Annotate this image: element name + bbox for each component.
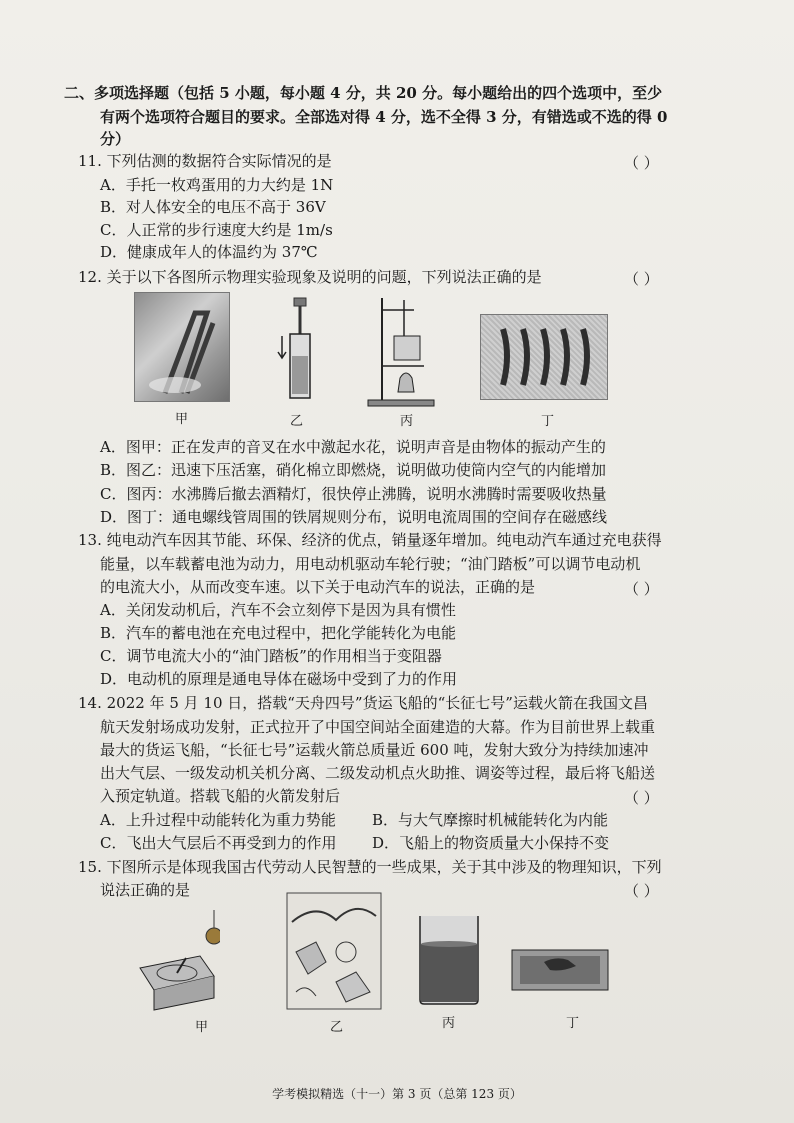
section-header-line3: 分） — [100, 130, 131, 148]
q13-option-b: B．汽车的蓄电池在充电过程中，把化学能转化为电能 — [100, 624, 457, 642]
q12-option-a: A．图甲：正在发声的音叉在水中激起水花，说明声音是由物体的振动产生的 — [100, 438, 606, 456]
q14-answer-paren: （ ） — [624, 789, 659, 807]
q11-stem: 11. 下列估测的数据符合实际情况的是 — [78, 152, 332, 170]
q15-figure-jia-sundial — [130, 906, 220, 1012]
q15-figure-bing-beaker — [414, 912, 484, 1006]
q12-option-b: B．图乙：迅速下压活塞，硝化棉立即燃烧，说明做功使筒内空气的内能增加 — [100, 461, 607, 479]
q11-option-b: B．对人体安全的电压不高于 36V — [100, 198, 326, 216]
q11-option-c: C．人正常的步行速度大约是 1m/s — [100, 221, 333, 239]
q15-caption-ding: 丁 — [566, 1016, 580, 1031]
q11-option-a: A．手托一枚鸡蛋用的力大约是 1N — [100, 176, 334, 194]
page-footer: 学考模拟精选（十一）第 3 页（总第 123 页） — [272, 1087, 522, 1101]
q14-option-d: D．飞船上的物资质量大小保持不变 — [372, 834, 610, 852]
q12-caption-yi: 乙 — [290, 414, 304, 429]
q15-caption-jia: 甲 — [195, 1020, 209, 1035]
q14-stem-line3: 最大的货运飞船，“长征七号”运载火箭总质量近 600 吨，发射大致分为持续加速冲 — [100, 741, 649, 759]
q12-option-c: C．图丙：水沸腾后撤去酒精灯，很快停止沸腾，说明水沸腾时需要吸收热量 — [100, 485, 607, 503]
q15-stem-line1: 15. 下图所示是体现我国古代劳动人民智慧的一些成果，关于其中涉及的物理知识，下列 — [78, 858, 662, 876]
q13-stem-line1: 13. 纯电动汽车因其节能、环保、经济的优点，销量逐年增加。纯电动汽车通过充电获得 — [78, 531, 662, 549]
q12-figure-ding-solenoid-photo — [480, 314, 608, 400]
q14-option-c: C．飞出大气层后不再受到力的作用 — [100, 834, 337, 852]
q14-option-a: A．上升过程中动能转化为重力势能 — [100, 811, 336, 829]
q12-caption-ding: 丁 — [541, 414, 555, 429]
q12-figure-jia-tuning-fork-photo — [134, 292, 230, 402]
q13-option-a: A．关闭发动机后，汽车不会立刻停下是因为具有惯性 — [100, 601, 456, 619]
q12-caption-jia: 甲 — [175, 412, 189, 427]
q13-option-c: C．调节电流大小的“油门踏板”的作用相当于变阻器 — [100, 647, 442, 665]
q12-option-d: D．图丁：通电螺线管周围的铁屑规则分布，说明电流周围的空间存在磁感线 — [100, 508, 608, 526]
q14-option-b: B．与大气摩擦时机械能转化为内能 — [372, 811, 609, 829]
q12-figure-yi-compression-cylinder — [270, 296, 330, 402]
q15-stem-line2: 说法正确的是 — [100, 881, 191, 899]
q12-caption-bing: 丙 — [400, 414, 414, 429]
q14-stem-line1: 14. 2022 年 5 月 10 日，搭载“天舟四号”货运飞船的“长征七号”运载火箭在我国文昌 — [78, 694, 648, 712]
q15-answer-paren: （ ） — [624, 882, 659, 900]
q15-figure-ding-compass — [510, 938, 610, 994]
q14-stem-line4: 出大气层、一级发动机关机分离、二级发动机点火助推、调姿等过程，最后将飞船送 — [100, 764, 656, 782]
q14-stem-line5: 入预定轨道。搭载飞船的火箭发射后 — [100, 787, 341, 805]
q11-answer-paren: （ ） — [624, 154, 659, 172]
q13-option-d: D．电动机的原理是通电导体在磁场中受到了力的作用 — [100, 670, 458, 688]
section-header-line2: 有两个选项符合题目的要求。全部选对得 4 分，选不全得 3 分，有错选或不选的得 0 — [100, 108, 668, 126]
q12-answer-paren: （ ） — [624, 270, 659, 288]
q13-stem-line2: 能量，以车载蓄电池为动力，用电动机驱动车轮行驶；“油门踏板”可以调节电动机 — [100, 555, 641, 573]
q11-option-d: D．健康成年人的体温约为 37℃ — [100, 243, 318, 261]
section-header-line1: 二、多项选择题（包括 5 小题，每小题 4 分，共 20 分。每小题给出的四个选项中，至少 — [64, 84, 663, 102]
q15-caption-bing: 丙 — [442, 1016, 456, 1031]
q15-caption-yi: 乙 — [330, 1020, 344, 1035]
q14-stem-line2: 航天发射场成功发射，正式拉开了中国空间站全面建造的大幕。作为目前世界上载重 — [100, 718, 656, 736]
q12-stem: 12. 关于以下各图所示物理实验现象及说明的问题，下列说法正确的是 — [78, 268, 542, 286]
q15-figure-yi-ancient-painting — [286, 892, 382, 1010]
q12-figure-bing-boiling-water — [362, 292, 440, 410]
q13-stem-line3: 的电流大小，从而改变车速。以下关于电动汽车的说法，正确的是 — [100, 578, 536, 596]
q13-answer-paren: （ ） — [624, 580, 659, 598]
